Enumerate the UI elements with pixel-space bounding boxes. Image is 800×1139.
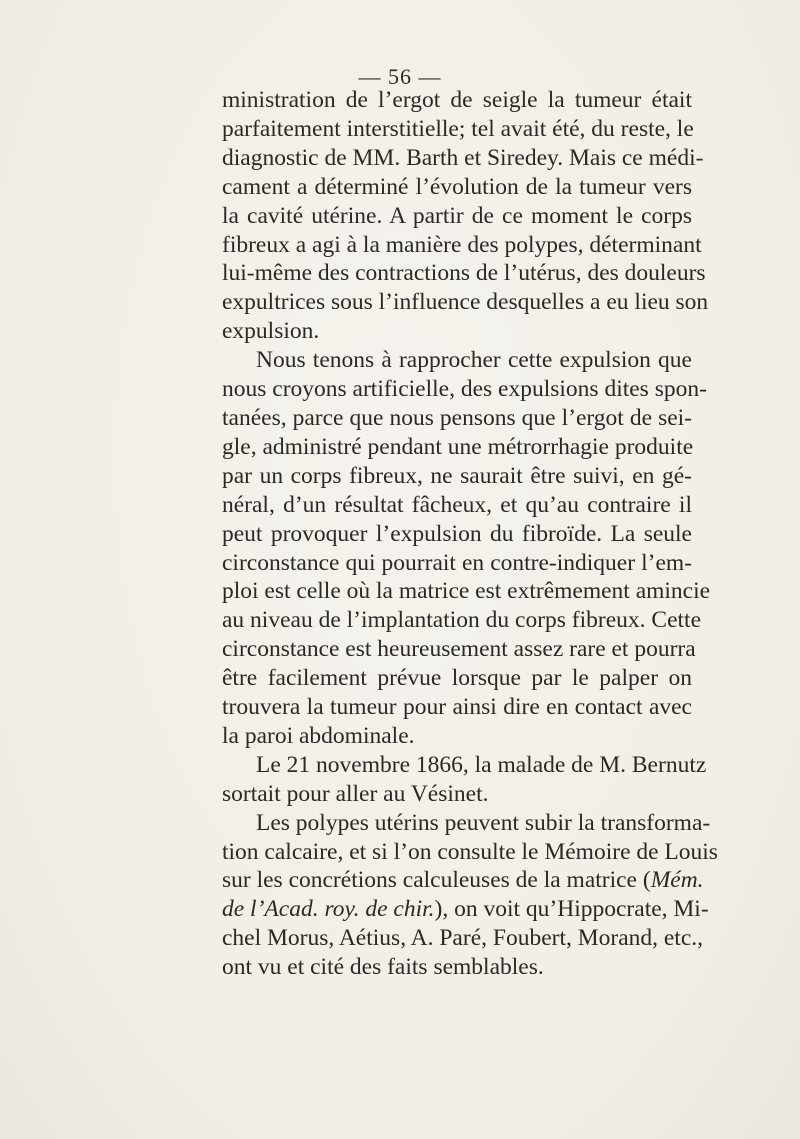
text-segment: ), on voit qu’Hippocrate, Mi- [434, 896, 709, 923]
text-line: au niveau de l’implantation du corps fibreux. Cette [222, 607, 701, 634]
text-line: parfaitement interstitielle; tel avait été, du reste, le [222, 115, 694, 142]
text-line [222, 895, 709, 924]
text-line: tion calcaire, et si l’on consulte le Mémoire de Louis [222, 838, 718, 865]
text-line: ploi est celle où la matrice est extrêmement amincie [222, 578, 711, 605]
text-line: gle, administré pendant une métrorrhagie produite [222, 433, 694, 460]
text-line: trouvera la tumeur pour ainsi dire en contact avec [222, 694, 692, 721]
text-line: expulsion. [222, 318, 320, 345]
text-line: néral, d’un résultat fâcheux, et qu’au contraire il [222, 491, 692, 518]
text-line: la cavité utérine. A partir de ce moment le corps [222, 202, 692, 229]
text-line: la paroi abdominale. [222, 722, 415, 749]
text-line: ont vu et cité des faits semblables. [222, 954, 544, 981]
text-line: tanées, parce que nous pensons que l’ergot de sei- [222, 404, 692, 431]
text-line: par un corps fibreux, ne saurait être suivi, en gé- [222, 462, 692, 489]
text-line: expultrices sous l’influence desquelles a eu lieu son [222, 289, 709, 316]
text-segment: sur les concrétions calculeuses de la matrice ( [222, 867, 651, 894]
text-line: diagnostic de MM. Barth et Siredey. Mais ce médi- [222, 144, 704, 171]
text-line: Le 21 novembre 1866, la malade de M. Bernutz [256, 751, 707, 778]
text-line: être facilement prévue lorsque par le palper on [222, 665, 692, 692]
text-line: chel Morus, Aétius, A. Paré, Foubert, Morand, etc., [222, 925, 704, 952]
text-line: circonstance qui pourrait en contre-indiquer l’em- [222, 549, 692, 576]
text-line [222, 866, 704, 895]
text-line: nous croyons artificielle, des expulsions dites spon- [222, 376, 707, 403]
text-line: Nous tenons à rapprocher cette expulsion que [256, 347, 692, 374]
text-line: sortait pour aller au Vésinet. [222, 780, 489, 807]
text-line: Les polypes utérins peuvent subir la transforma- [256, 809, 711, 836]
body-text [222, 86, 718, 982]
text-line: cament a déterminé l’évolution de la tumeur vers [222, 173, 692, 200]
text-line: ministration de l’ergot de seigle la tumeur était [222, 87, 692, 113]
text-line: lui-même des contractions de l’utérus, des douleurs [222, 260, 706, 287]
page-number: — 56 — [358, 64, 442, 89]
citation-italic: Mém. [650, 867, 704, 894]
text-line: peut provoquer l’expulsion du fibroïde. La seule [222, 520, 692, 547]
text-line: fibreux a agi à la manière des polypes, déterminant [222, 231, 702, 258]
citation-italic: de l’Acad. roy. de chir. [222, 896, 435, 923]
text-line: circonstance est heureusement assez rare et pourra [222, 636, 696, 663]
